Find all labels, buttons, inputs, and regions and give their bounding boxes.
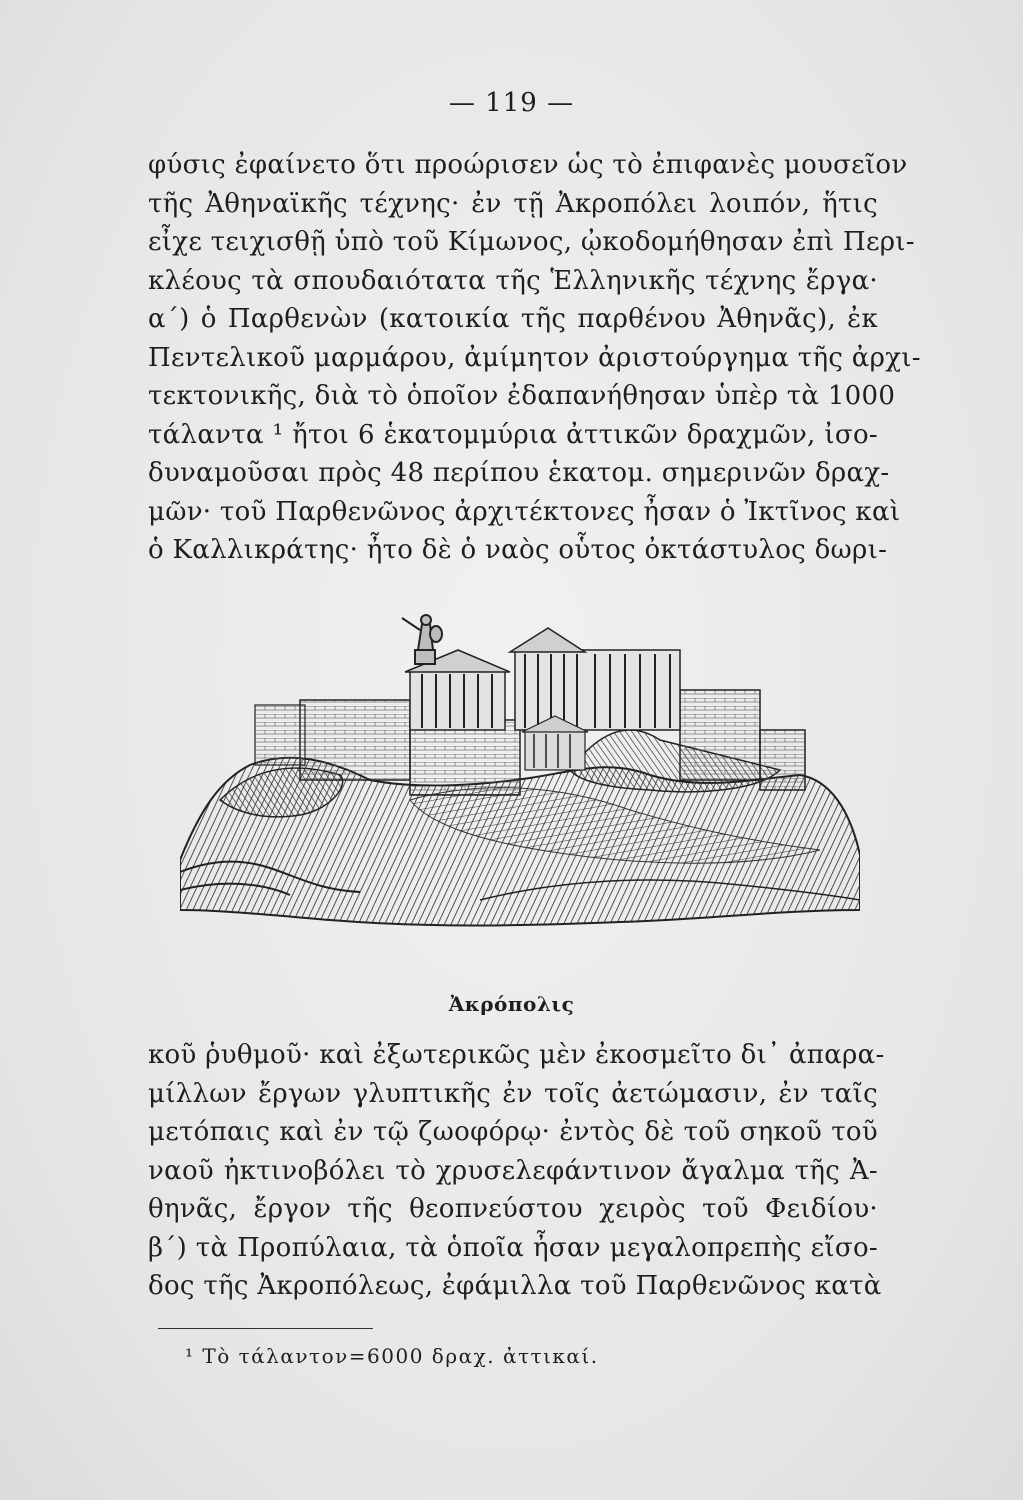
text-line: ναοῦ ἠκτινοβόλει τὸ χρυσελεφάντινον ἄγαλμα τῆς Ἀ- (148, 1155, 878, 1186)
text-line: δος τῆς Ἀκροπόλεως, ἐφάμιλλα τοῦ Παρθενῶνος κατὰ (148, 1271, 882, 1301)
text-line: κλέους τὰ σπουδαιότατα τῆς Ἑλληνικῆς τέχνης ἔργα· (148, 265, 878, 296)
text-line: δυναμοῦσαι πρὸς 48 περίπου ἑκατομ. σημερινῶν δραχ- (148, 458, 890, 488)
text-line: τῆς Ἀθηναϊκῆς τέχνης· ἐν τῇ Ἀκροπόλει λοιπόν, ἥτις (148, 188, 878, 219)
figure-caption: Ἀκρόπολις (448, 992, 575, 1016)
text-line: μετόπαις καὶ ἐν τῷ ζωοφόρῳ· ἐντὸς δὲ τοῦ σηκοῦ τοῦ (148, 1117, 878, 1147)
acropolis-engraving-icon (180, 610, 860, 940)
text-line: θηνᾶς, ἔργον τῆς θεοπνεύστου χειρὸς τοῦ Φειδίου· (148, 1194, 878, 1224)
text-line: ὁ Καλλικράτης· ἦτο δὲ ὁ ναὸς οὗτος ὀκτάστυλος δωρι- (148, 535, 888, 565)
text-line: Πεντελικοῦ μαρμάρου, ἀμίμητον ἀριστούργημα τῆς ἀρχι- (148, 342, 921, 373)
text-line: εἶχε τειχισθῇ ὑπὸ τοῦ Κίμωνος, ᾠκοδομήθησαν ἐπὶ Περι- (148, 227, 915, 257)
text-line: α΄) ὁ Παρθενὼν (κατοικία τῆς παρθένου Ἀθηνᾶς), ἐκ (148, 304, 878, 334)
page-number: — 119 — (448, 88, 575, 118)
text-line: τεκτονικῆς, διὰ τὸ ὁποῖον ἐδαπανήθησαν ὑπὲρ τὰ 1000 (148, 381, 896, 411)
paragraph-top (148, 146, 921, 570)
footnote: ¹ Τὸ τάλαντον=6000 δραχ. ἀττικαί. (185, 1344, 599, 1368)
footnote-divider (158, 1328, 373, 1329)
text-line: τάλαντα ¹ ἤτοι 6 ἑκατομμύρια ἀττικῶν δραχμῶν, ἰσο- (148, 419, 878, 450)
text-line: μίλλων ἔργων γλυπτικῆς ἐν τοῖς ἀετώμασιν, ἐν ταῖς (148, 1078, 878, 1109)
text-line: φύσις ἐφαίνετο ὅτι προώρισεν ὡς τὸ ἐπιφανὲς μουσεῖον (148, 150, 908, 180)
text-line: μῶν· τοῦ Παρθενῶνος ἀρχιτέκτονες ἦσαν ὁ Ἰκτῖνος καὶ (148, 496, 901, 527)
paragraph-bottom (148, 1036, 885, 1306)
acropolis-illustration (180, 610, 860, 940)
text-line: κοῦ ῥυθμοῦ· καὶ ἐξωτερικῶς μὲν ἐκοσμεῖτο δι᾽ ἀπαρα- (148, 1040, 885, 1070)
text-line: β΄) τὰ Προπύλαια, τὰ ὁποῖα ἦσαν μεγαλοπρεπὴς εἴσο- (148, 1232, 878, 1263)
